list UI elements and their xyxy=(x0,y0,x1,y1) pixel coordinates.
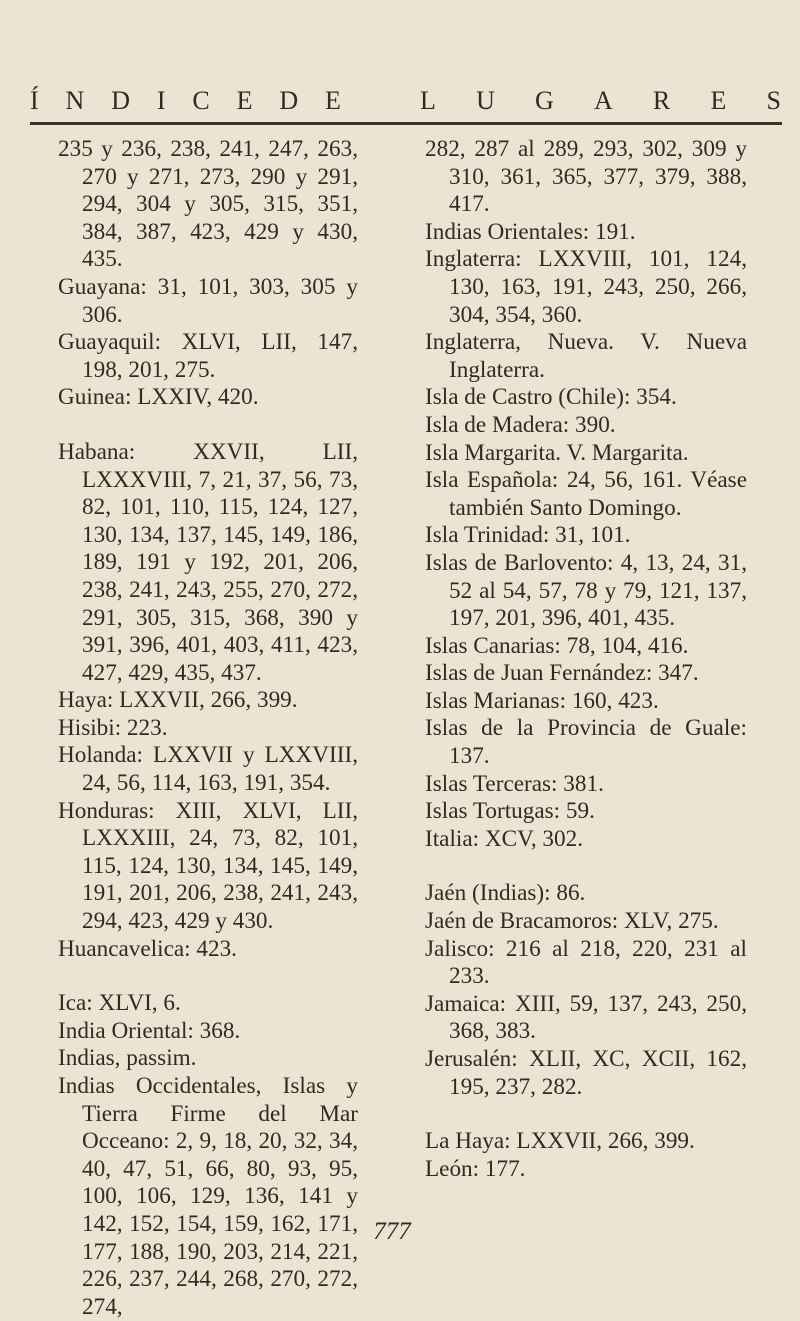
header-letter: E xyxy=(710,86,728,115)
index-entry: Jamaica: XIII, 59, 137, 243, 250, 368, 383. xyxy=(425,990,747,1045)
header-rule xyxy=(30,122,782,125)
section-gap xyxy=(425,1101,747,1128)
index-entry: Islas Canarias: 78, 104, 416. xyxy=(425,632,689,659)
index-entry: 282, 287 al 289, 293, 302, 309 y 310, 361, 365, 377, 379, 388, 417. xyxy=(425,136,747,218)
header-letter: S xyxy=(766,86,782,115)
index-entry: Islas Tortugas: 59. xyxy=(425,798,595,825)
index-entry: Guayaquil: XLVI, LII, 147, 198, 201, 275. xyxy=(58,329,358,383)
index-entry: Jaén de Bracamoros: XLV, 275. xyxy=(425,908,719,935)
index-entry: Indias, passim. xyxy=(58,1045,197,1072)
header-letter: U xyxy=(476,86,496,115)
index-entry: Honduras: XIII, XLVI, LII, LXXXIII, 24, 73, 82, 101, 115, 124, 130, 134, 145, 149, 191, 201, 206, 238, 241, 243, 294, 423, 429 y 430. xyxy=(58,797,358,935)
index-entry: Isla de Madera: 390. xyxy=(425,411,616,438)
index-entry: Islas Marianas: 160, 423. xyxy=(425,687,659,714)
index-entry: Islas de Juan Fernández: 347. xyxy=(425,660,699,687)
index-entry: Islas Terceras: 381. xyxy=(425,770,604,797)
index-entry: Jerusalén: XLII, XC, XCII, 162, 195, 237, 282. xyxy=(425,1046,747,1100)
header-letter: R xyxy=(652,86,672,115)
index-entry: Isla Trinidad: 31, 101. xyxy=(425,522,631,549)
index-entry: India Oriental: 368. xyxy=(58,1017,241,1044)
index-column-left xyxy=(58,136,358,1321)
header-letter: N xyxy=(65,86,86,115)
index-column-right xyxy=(425,136,747,1183)
index-entry: Indias Occidentales, Islas y Tierra Firme del Mar Occeano: 2, 9, 18, 20, 32, 34, 40, 47, 51, 66, 80, 93, 95, 100, 106, 129, 136, 141 y 142, 152, 154, 159, 162, 171, 177, 188, 190, 203, 214, 221, 226, 237, 244, 268, 270, 272, 274, xyxy=(58,1073,358,1320)
index-entry: Isla Margarita. V. Margarita. xyxy=(425,439,689,466)
index-entry: Guinea: LXXIV, 420. xyxy=(58,384,259,411)
header-letter: I xyxy=(156,86,167,115)
index-entry: Italia: XCV, 302. xyxy=(425,825,584,852)
header-letter: D xyxy=(111,86,131,115)
header-letter: D xyxy=(279,86,300,115)
section-gap xyxy=(58,412,358,439)
index-entry: 235 y 236, 238, 241, 247, 263, 270 y 271, 273, 290 y 291, 294, 304 y 305, 315, 351, 384, 387, 423, 429 y 430, 435. xyxy=(58,136,358,273)
header-letter: E xyxy=(325,86,342,115)
index-entry: Inglaterra: LXXVIII, 101, 124, 130, 163, 191, 243, 250, 266, 304, 354, 360. xyxy=(425,246,747,328)
header-letter: E xyxy=(236,86,254,115)
index-entry: Indias Orientales: 191. xyxy=(425,218,636,245)
index-entry: La Haya: LXXVII, 266, 399. xyxy=(425,1128,695,1155)
index-entry: Holanda: LXXVII y LXXVIII, 24, 56, 114, 163, 191, 354. xyxy=(58,742,358,797)
page-number: 777 xyxy=(373,1218,411,1245)
header-letter: L xyxy=(420,86,437,115)
index-entry: Islas de Barlovento: 4, 13, 24, 31, 52 al 54, 57, 78 y 79, 121, 137, 197, 201, 396, 401, 435. xyxy=(425,549,747,632)
header-letter: A xyxy=(593,86,614,115)
index-entry: Hisibi: 223. xyxy=(58,714,168,741)
index-entry: Islas de la Provincia de Guale: 137. xyxy=(425,715,747,770)
running-header-right xyxy=(420,86,782,114)
index-entry: Habana: XXVII, LII, LXXXVIII, 7, 21, 37, 56, 73, 82, 101, 110, 115, 124, 127, 130, 134, 137, 145, 149, 186, 189, 191 y 192, 201, 206, 238, 241, 243, 255, 270, 272, 291, 305, 315, 368, 390 y 391, 396, 401, 403, 411, 423, 427, 429, 435, 437. xyxy=(58,438,358,686)
index-entry: Jalisco: 216 al 218, 220, 231 al 233. xyxy=(425,935,747,990)
section-gap xyxy=(58,963,358,990)
running-header-left xyxy=(30,86,342,114)
index-entry: Guayana: 31, 101, 303, 305 y 306. xyxy=(58,273,358,328)
header-letter: G xyxy=(535,86,555,115)
index-entry: Huancavelica: 423. xyxy=(58,935,237,962)
index-entry: Haya: LXXVII, 266, 399. xyxy=(58,687,298,714)
header-letter: C xyxy=(192,86,211,115)
index-entry: Isla Española: 24, 56, 161. Véase también Santo Domingo. xyxy=(425,467,747,521)
index-entry: Isla de Castro (Chile): 354. xyxy=(425,384,677,411)
index-entry: Inglaterra, Nueva. V. Nueva Inglaterra. xyxy=(425,329,747,383)
section-gap xyxy=(425,853,747,880)
index-entry: Ica: XLVI, 6. xyxy=(58,990,181,1017)
index-entry: Jaén (Indias): 86. xyxy=(425,880,586,907)
header-letter: Í xyxy=(30,86,40,115)
index-entry: León: 177. xyxy=(425,1155,526,1182)
